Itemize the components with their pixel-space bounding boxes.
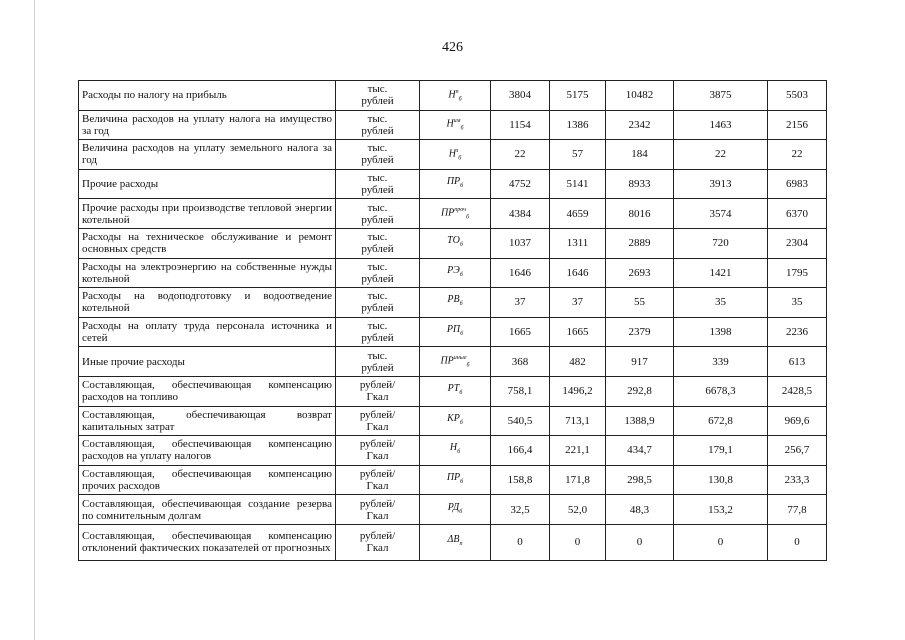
unit-cell (336, 495, 420, 525)
symbol-base: ΔВ (447, 534, 460, 546)
row-label: Иные прочие расходы (79, 347, 336, 377)
value-cell: 1665 (550, 317, 606, 347)
unit-line: рублей (361, 361, 394, 374)
unit-cell (336, 258, 420, 288)
symbol-cell (420, 524, 491, 560)
symbol-base: ПР (440, 355, 454, 367)
symbol-cell (420, 465, 491, 495)
unit-cell (336, 228, 420, 258)
table-row (79, 288, 827, 318)
unit-line: тыс. (367, 349, 388, 362)
unit-cell (336, 347, 420, 377)
symbol-subscript: б (459, 242, 463, 249)
symbol-subscript: б (458, 155, 462, 162)
symbol-superscript: им (453, 118, 461, 125)
symbol-subscript: б (460, 479, 464, 486)
value-cell: 4659 (550, 199, 606, 229)
value-cell: 2342 (606, 110, 674, 140)
symbol-base: РТ (447, 383, 460, 395)
symbol-cell (420, 495, 491, 525)
table-row (79, 169, 827, 199)
value-cell: 1646 (550, 258, 606, 288)
value-cell: 8933 (606, 169, 674, 199)
value-cell: 6370 (768, 199, 827, 229)
unit-line: рублей (361, 243, 394, 256)
row-label: Расходы на техническое обслуживание и ремонт основных средств (79, 228, 336, 258)
value-cell: 6983 (768, 169, 827, 199)
unit-cell (336, 524, 420, 560)
unit-line: рублей/ (359, 468, 396, 481)
value-cell: 0 (606, 524, 674, 560)
unit-line: тыс. (367, 320, 388, 333)
symbol-subscript: б (459, 390, 463, 397)
symbol-subscript: б (459, 301, 463, 308)
table-row (79, 376, 827, 406)
value-cell: 1795 (768, 258, 827, 288)
symbol-subscript: б (459, 271, 463, 278)
value-cell: 153,2 (674, 495, 768, 525)
symbol-subscript: п (459, 541, 463, 548)
value-cell: 0 (550, 524, 606, 560)
symbol-cell (420, 169, 491, 199)
table-row (79, 258, 827, 288)
symbol-cell (420, 317, 491, 347)
value-cell: 22 (674, 140, 768, 170)
value-cell: 540,5 (491, 406, 550, 436)
row-label: Величина расходов на уплату земельного налога за год (79, 140, 336, 170)
unit-line: тыс. (367, 260, 388, 273)
unit-line: тыс. (367, 142, 388, 155)
table-row (79, 199, 827, 229)
symbol-subscript: б (460, 125, 464, 132)
row-label: Расходы по налогу на прибыль (79, 81, 336, 111)
unit-line: рублей (361, 213, 394, 226)
row-label: Составляющая, обеспечивающая компенсацию отклонений фактических показателей от прогнозных (79, 524, 336, 560)
value-cell: 1646 (491, 258, 550, 288)
value-cell: 3574 (674, 199, 768, 229)
unit-line: рублей/ (359, 497, 396, 510)
unit-line: Гкал (366, 480, 389, 493)
value-cell: 3913 (674, 169, 768, 199)
expense-table (78, 80, 827, 561)
unit-line: Гкал (366, 450, 389, 463)
row-label: Составляющая, обеспечивающая компенсацию расходов на уплату налогов (79, 436, 336, 466)
symbol-cell (420, 81, 491, 111)
value-cell: 48,3 (606, 495, 674, 525)
table-row (79, 436, 827, 466)
value-cell: 2889 (606, 228, 674, 258)
unit-line: тыс. (367, 231, 388, 244)
unit-line: Гкал (366, 391, 389, 404)
row-label: Составляющая, обеспечивающая создание резерва по сомнительным долгам (79, 495, 336, 525)
value-cell: 32,5 (491, 495, 550, 525)
value-cell: 4752 (491, 169, 550, 199)
row-label: Прочие расходы при производстве тепловой энергии котельной (79, 199, 336, 229)
symbol-cell (420, 288, 491, 318)
symbol-subscript: б (466, 362, 470, 369)
value-cell: 2379 (606, 317, 674, 347)
unit-line: Гкал (366, 509, 389, 522)
value-cell: 35 (768, 288, 827, 318)
unit-line: Гкал (366, 542, 389, 555)
value-cell: 5503 (768, 81, 827, 111)
value-cell: 1388,9 (606, 406, 674, 436)
value-cell: 5175 (550, 81, 606, 111)
value-cell: 2693 (606, 258, 674, 288)
symbol-base: ТО (447, 235, 460, 247)
value-cell: 256,7 (768, 436, 827, 466)
symbol-subscript: б (457, 449, 461, 456)
value-cell: 130,8 (674, 465, 768, 495)
table-row (79, 140, 827, 170)
value-cell: 969,6 (768, 406, 827, 436)
symbol-base: ПР (440, 207, 455, 219)
unit-cell (336, 140, 420, 170)
value-cell: 339 (674, 347, 768, 377)
value-cell: 434,7 (606, 436, 674, 466)
value-cell: 0 (491, 524, 550, 560)
value-cell: 5141 (550, 169, 606, 199)
symbol-cell (420, 110, 491, 140)
value-cell: 2304 (768, 228, 827, 258)
value-cell: 3875 (674, 81, 768, 111)
table-row (79, 81, 827, 111)
symbol-base: Н (448, 148, 456, 160)
value-cell: 22 (491, 140, 550, 170)
symbol-subscript: б (460, 331, 464, 338)
unit-cell (336, 465, 420, 495)
symbol-superscript: проч (454, 207, 467, 213)
symbol-superscript: иные (453, 354, 467, 361)
unit-line: рублей (361, 184, 394, 197)
value-cell: 482 (550, 347, 606, 377)
symbol-cell (420, 228, 491, 258)
unit-line: рублей/ (359, 438, 396, 451)
unit-line: рублей (361, 154, 394, 167)
symbol-cell (420, 436, 491, 466)
value-cell: 1463 (674, 110, 768, 140)
row-label: Составляющая, обеспечивающая компенсацию расходов на топливо (79, 376, 336, 406)
row-label: Расходы на электроэнергию на собственные нужды котельной (79, 258, 336, 288)
value-cell: 3804 (491, 81, 550, 111)
value-cell: 298,5 (606, 465, 674, 495)
value-cell: 35 (674, 288, 768, 318)
page-left-edge (34, 0, 35, 640)
value-cell: 1398 (674, 317, 768, 347)
unit-line: рублей/ (359, 379, 396, 392)
symbol-base: КР (447, 412, 460, 424)
symbol-cell (420, 347, 491, 377)
value-cell: 713,1 (550, 406, 606, 436)
value-cell: 4384 (491, 199, 550, 229)
symbol-base: РД (447, 501, 460, 513)
symbol-cell (420, 199, 491, 229)
value-cell: 55 (606, 288, 674, 318)
row-label: Расходы на водоподготовку и водоотведение котельной (79, 288, 336, 318)
unit-line: тыс. (367, 112, 388, 125)
value-cell: 1311 (550, 228, 606, 258)
table-row (79, 406, 827, 436)
value-cell: 179,1 (674, 436, 768, 466)
symbol-base: Н (449, 442, 458, 454)
value-cell: 184 (606, 140, 674, 170)
unit-cell (336, 376, 420, 406)
symbol-base: Н (446, 118, 454, 130)
value-cell: 0 (674, 524, 768, 560)
value-cell: 758,1 (491, 376, 550, 406)
value-cell: 77,8 (768, 495, 827, 525)
value-cell: 171,8 (550, 465, 606, 495)
value-cell: 1421 (674, 258, 768, 288)
value-cell: 10482 (606, 81, 674, 111)
unit-cell (336, 436, 420, 466)
table-row (79, 110, 827, 140)
table-row (79, 524, 827, 560)
row-label: Составляющая, обеспечивающая компенсацию прочих расходов (79, 465, 336, 495)
symbol-base: РЭ (447, 264, 460, 276)
value-cell: 1037 (491, 228, 550, 258)
symbol-base: Н (448, 88, 456, 100)
value-cell: 221,1 (550, 436, 606, 466)
value-cell: 2156 (768, 110, 827, 140)
symbol-cell (420, 140, 491, 170)
value-cell: 22 (768, 140, 827, 170)
symbol-base: РП (446, 324, 461, 336)
row-label: Составляющая, обеспечивающая возврат капитальных затрат (79, 406, 336, 436)
symbol-superscript: п (455, 88, 459, 95)
value-cell: 292,8 (606, 376, 674, 406)
value-cell: 1386 (550, 110, 606, 140)
value-cell: 158,8 (491, 465, 550, 495)
value-cell: 8016 (606, 199, 674, 229)
table-row (79, 465, 827, 495)
unit-cell (336, 169, 420, 199)
symbol-base: ПР (446, 472, 461, 484)
unit-cell (336, 199, 420, 229)
value-cell: 6678,3 (674, 376, 768, 406)
unit-line: рублей (361, 95, 394, 108)
page-number: 426 (442, 40, 463, 55)
table-row (79, 228, 827, 258)
unit-line: тыс. (367, 290, 388, 303)
value-cell: 37 (491, 288, 550, 318)
symbol-superscript: з (455, 147, 459, 154)
unit-line: рублей (361, 332, 394, 345)
value-cell: 0 (768, 524, 827, 560)
row-label: Величина расходов на уплату налога на имущество за год (79, 110, 336, 140)
symbol-subscript: б (460, 183, 464, 190)
symbol-cell (420, 376, 491, 406)
value-cell: 233,3 (768, 465, 827, 495)
symbol-subscript: б (466, 214, 470, 221)
unit-line: тыс. (367, 83, 388, 96)
value-cell: 720 (674, 228, 768, 258)
symbol-subscript: б (458, 95, 462, 102)
unit-cell (336, 317, 420, 347)
value-cell: 917 (606, 347, 674, 377)
unit-line: рублей/ (359, 408, 396, 421)
unit-cell (336, 110, 420, 140)
unit-line: тыс. (367, 201, 388, 214)
unit-line: рублей (361, 272, 394, 285)
value-cell: 672,8 (674, 406, 768, 436)
unit-line: рублей (361, 124, 394, 137)
symbol-cell (420, 406, 491, 436)
value-cell: 57 (550, 140, 606, 170)
table-row (79, 347, 827, 377)
symbol-subscript: б (459, 419, 463, 426)
value-cell: 368 (491, 347, 550, 377)
value-cell: 613 (768, 347, 827, 377)
table-row (79, 317, 827, 347)
value-cell: 52,0 (550, 495, 606, 525)
value-cell: 37 (550, 288, 606, 318)
symbol-subscript: б (459, 508, 463, 515)
value-cell: 1496,2 (550, 376, 606, 406)
value-cell: 1154 (491, 110, 550, 140)
unit-line: Гкал (366, 420, 389, 433)
unit-line: рублей (361, 302, 394, 315)
value-cell: 1665 (491, 317, 550, 347)
value-cell: 166,4 (491, 436, 550, 466)
table-row (79, 495, 827, 525)
symbol-base: ПР (446, 176, 461, 188)
unit-cell (336, 81, 420, 111)
unit-cell (336, 406, 420, 436)
row-label: Расходы на оплату труда персонала источника и сетей (79, 317, 336, 347)
unit-cell (336, 288, 420, 318)
value-cell: 2236 (768, 317, 827, 347)
unit-line: тыс. (367, 172, 388, 185)
value-cell: 2428,5 (768, 376, 827, 406)
symbol-cell (420, 258, 491, 288)
symbol-base: РВ (447, 294, 460, 306)
unit-line: рублей/ (359, 530, 396, 543)
row-label: Прочие расходы (79, 169, 336, 199)
